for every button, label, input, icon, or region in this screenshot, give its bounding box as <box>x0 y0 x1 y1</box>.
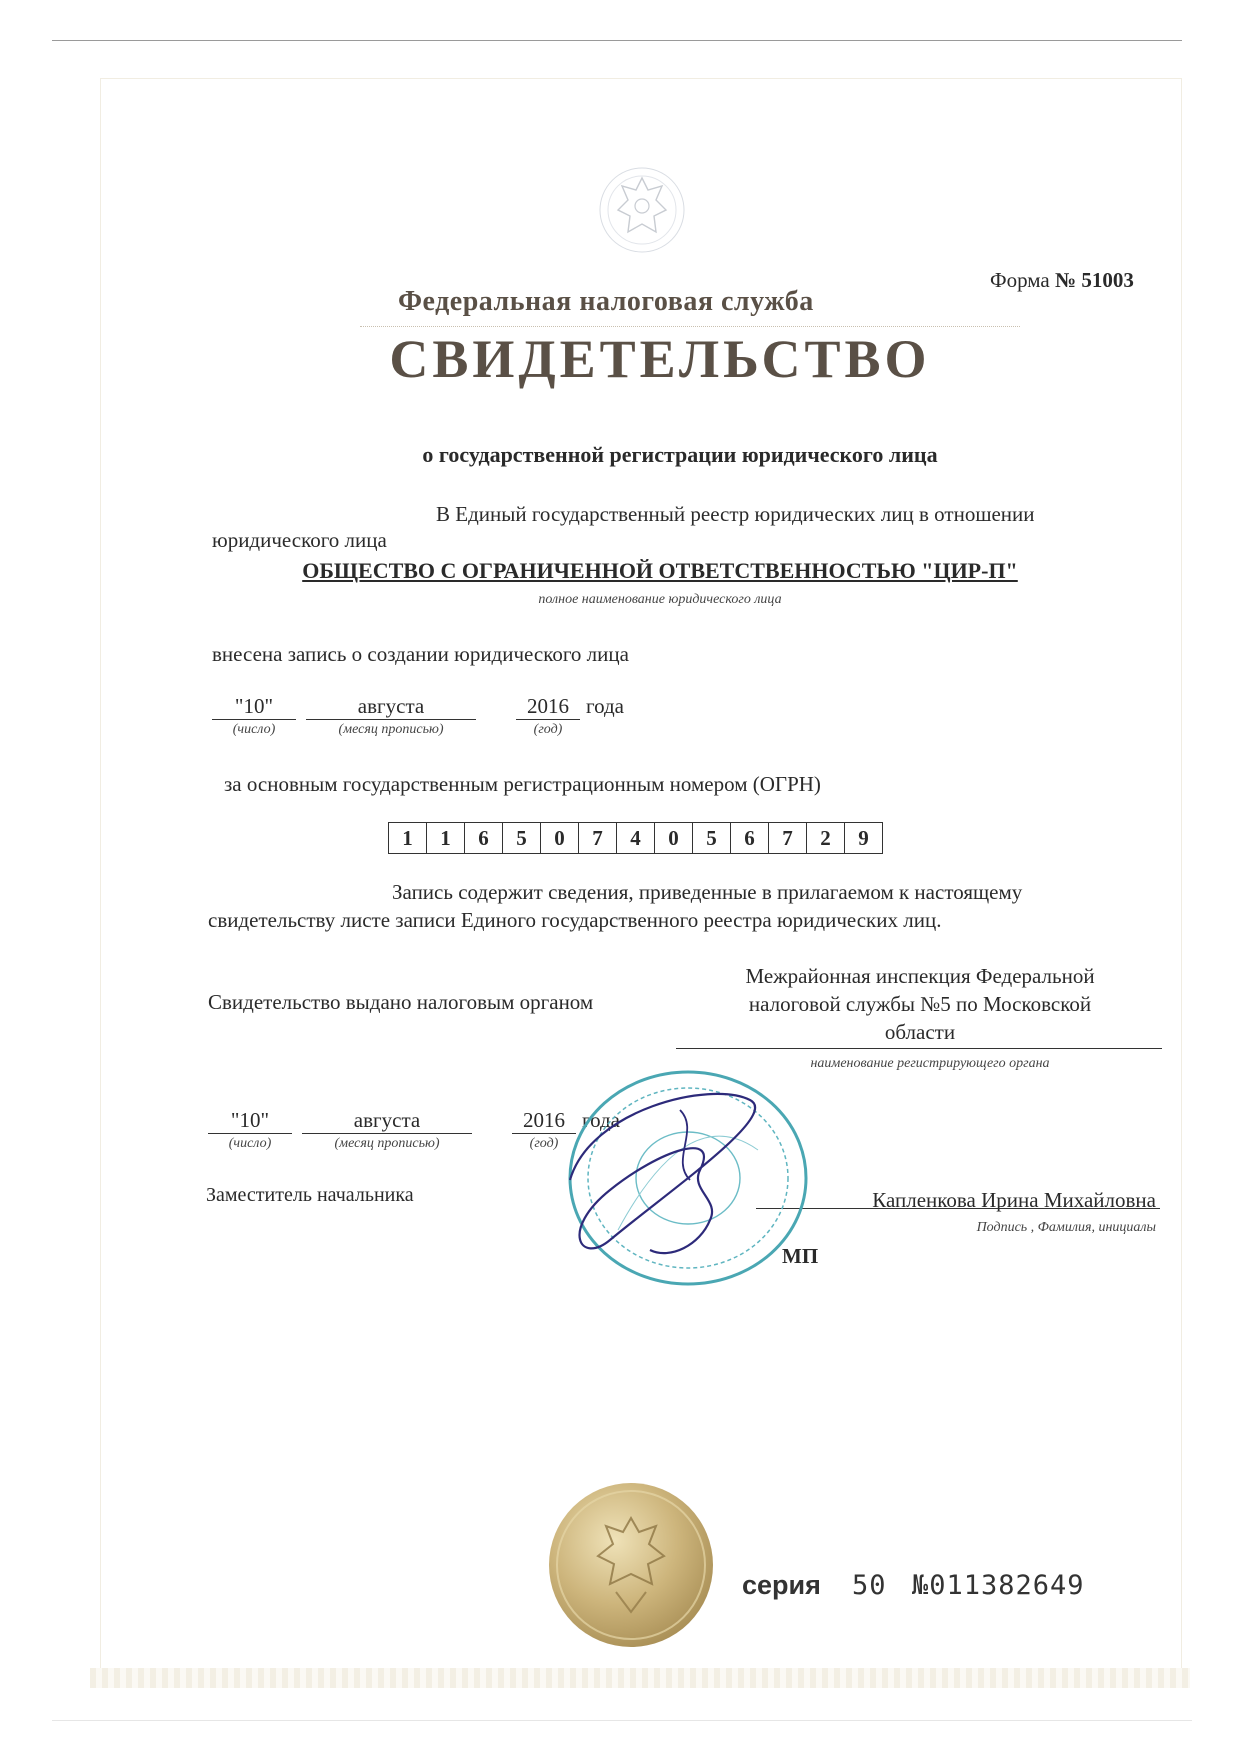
ogrn-digit: 0 <box>655 823 693 853</box>
date2-year-caption: (год) <box>529 1136 559 1151</box>
date2-year: 2016 <box>512 1108 576 1134</box>
ogrn-digit: 4 <box>617 823 655 853</box>
date1-suffix: года <box>586 694 624 718</box>
ogrn-digit: 5 <box>693 823 731 853</box>
record-line-2: свидетельству листе записи Единого государственного реестра юридических лиц. <box>208 908 942 932</box>
issuer-underline <box>676 1048 1162 1049</box>
signer-caption: Подпись , Фамилия, инициалы <box>976 1220 1156 1235</box>
date2-month-caption: (месяц прописью) <box>334 1136 440 1151</box>
record-line-1: Запись содержит сведения, приведенные в прилагаемом к настоящему <box>392 880 1023 904</box>
ogrn-digit: 6 <box>731 823 769 853</box>
ogrn-digit: 1 <box>427 823 465 853</box>
date2-suffix: года <box>582 1108 620 1132</box>
ogrn-digit: 1 <box>389 823 427 853</box>
ogrn-number <box>388 822 883 854</box>
form-number <box>990 268 1134 293</box>
entry-text: внесена запись о создании юридического лица <box>212 642 629 666</box>
issuer-caption: наименование регистрирующего органа <box>810 1056 1050 1071</box>
signer-name: Капленкова Ирина Михайловна <box>872 1188 1156 1212</box>
date1-month: августа <box>306 694 476 720</box>
gold-seal-icon <box>546 1480 716 1650</box>
date2-month: августа <box>302 1108 472 1134</box>
serial-number: №011382649 <box>912 1570 1085 1601</box>
form-number-label: Форма <box>990 268 1050 292</box>
signer-position: Заместитель начальника <box>206 1184 414 1206</box>
date1-month-caption: (месяц прописью) <box>338 722 444 737</box>
ogrn-digit: 2 <box>807 823 845 853</box>
issuer-line-3: области <box>884 1020 956 1044</box>
organization-name-caption: полное наименование юридического лица <box>538 592 782 607</box>
decorative-bottom-band <box>90 1668 1190 1688</box>
ogrn-digit: 7 <box>769 823 807 853</box>
ogrn-digit: 5 <box>503 823 541 853</box>
decorative-border <box>100 78 1182 1680</box>
issued-by-label: Свидетельство выдано налоговым органом <box>208 990 594 1014</box>
top-edge-line <box>52 40 1182 41</box>
date1-day: "10" <box>212 694 296 720</box>
stamp-mark-label: МП <box>782 1244 819 1268</box>
date1-year: 2016 <box>516 694 580 720</box>
ogrn-label: за основным государственным регистрационным номером (ОГРН) <box>224 772 821 796</box>
issuer-line-1: Межрайонная инспекция Федеральной <box>745 964 1095 988</box>
ogrn-digit: 7 <box>579 823 617 853</box>
emblem-icon <box>592 160 692 260</box>
intro-line-2: юридического лица <box>212 528 387 552</box>
bottom-edge-line <box>52 1720 1192 1721</box>
issuer-line-2: налоговой службы №5 по Московской <box>748 992 1092 1016</box>
date1-year-caption: (год) <box>533 722 563 737</box>
ogrn-digit: 9 <box>858 825 869 850</box>
agency-name: Федеральная налоговая служба <box>398 286 814 317</box>
intro-line-1: В Единый государственный реестр юридических лиц в отношении <box>436 502 1035 526</box>
document-title: СВИДЕТЕЛЬСТВО <box>389 329 931 389</box>
document-subtitle: о государственной регистрации юридического лица <box>422 442 938 467</box>
date1-day-caption: (число) <box>232 722 276 737</box>
date2-day: "10" <box>208 1108 292 1134</box>
signature-icon <box>550 1070 810 1290</box>
ogrn-digit: 0 <box>541 823 579 853</box>
form-number-value: № 51003 <box>1055 268 1134 292</box>
organization-name: ОБЩЕСТВО С ОГРАНИЧЕННОЙ ОТВЕТСТВЕННОСТЬЮ "ЦИР-П" <box>302 558 1018 583</box>
date2-day-caption: (число) <box>228 1136 272 1151</box>
series-value: 50 <box>852 1570 887 1601</box>
series-label: серия <box>742 1570 821 1600</box>
ogrn-digit: 6 <box>465 823 503 853</box>
